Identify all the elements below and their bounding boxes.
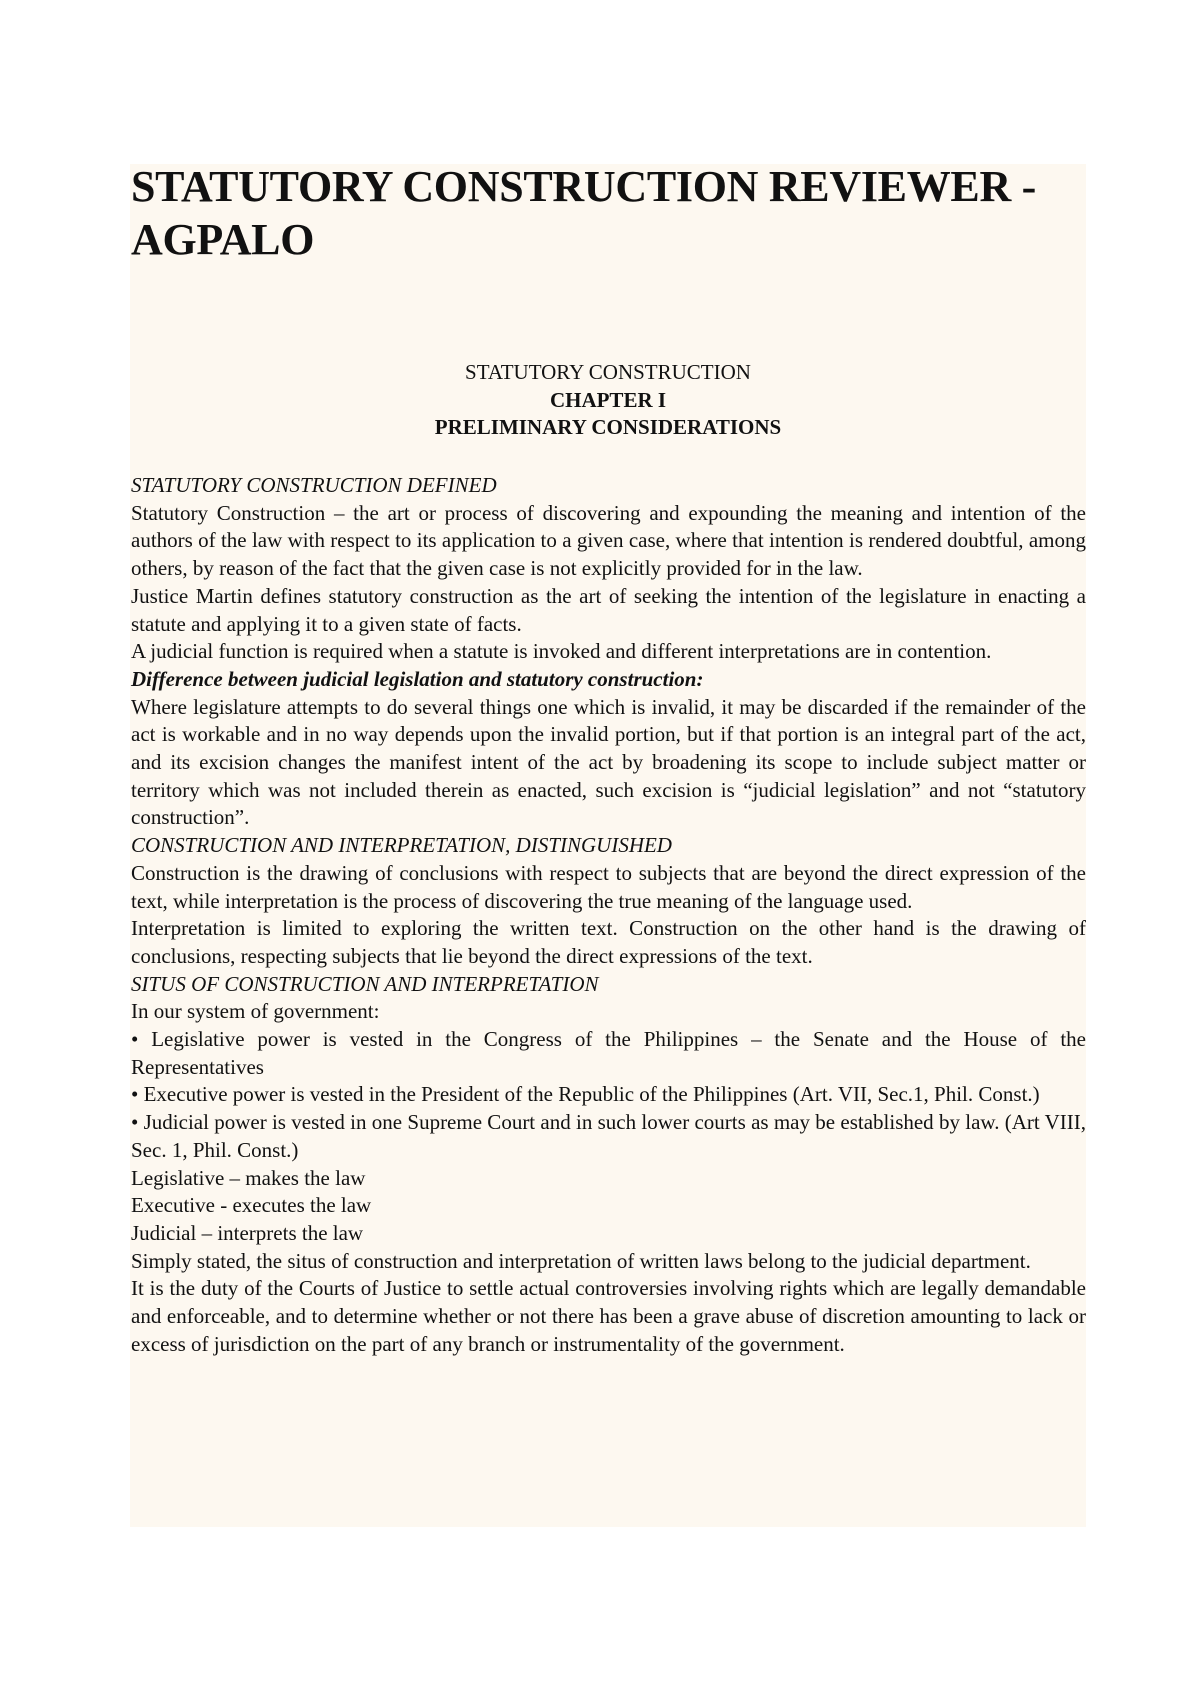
bullet-item: • Legislative power is vested in the Congress of the Philippines – the Senate and the House of the Representatives bbox=[131, 1027, 1086, 1079]
list-line: Legislative – makes the law bbox=[131, 1165, 366, 1190]
section-heading-distinguished: CONSTRUCTION AND INTERPRETATION, DISTINGUISHED bbox=[131, 833, 672, 858]
paragraph: A judicial function is required when a statute is invoked and different interpretations are in contention. bbox=[131, 639, 992, 664]
bullet-item: • Executive power is vested in the President of the Republic of the Philippines (Art. VII, Sec.1, Phil. Const.) bbox=[131, 1082, 1040, 1107]
chapter-title: PRELIMINARY CONSIDERATIONS bbox=[434, 415, 782, 439]
paragraph: It is the duty of the Courts of Justice to settle actual controversies involving rights which are legally demandable and enforceable, and to determine whether or not there has been a grave abuse of discretion amounting to lack or excess of jurisdiction on the part of any branch or instrumentality of the government. bbox=[131, 1276, 1086, 1356]
paragraph: Simply stated, the situs of construction and interpretation of written laws belong to the judicial department. bbox=[131, 1248, 1031, 1273]
paragraph: Interpretation is limited to exploring the written text. Construction on the other hand is the drawing of conclusions, respecting subjects that lie beyond the direct expressions of the text. bbox=[131, 916, 1086, 968]
paragraph: Construction is the drawing of conclusions with respect to subjects that are beyond the direct expression of the text, while interpretation is the process of discovering the true meaning of the language used. bbox=[131, 860, 1086, 913]
paragraph: Statutory Construction – the art or process of discovering and expounding the meaning and intention of the authors of the law with respect to its application to a given case, where that intention is rendered doubtful, among others, by reason of the fact that the given case is not explicitly provided for in the law. bbox=[131, 500, 1086, 581]
list-line: Executive - executes the law bbox=[131, 1193, 372, 1218]
section-heading-difference: Difference between judicial legislation and statutory construction: bbox=[131, 666, 704, 691]
list-line: Judicial – interprets the law bbox=[131, 1220, 364, 1245]
paragraph: Justice Martin defines statutory construction as the art of seeking the intention of the legislature in enacting a statute and applying it to a given state of facts. bbox=[131, 583, 1086, 636]
paragraph: Where legislature attempts to do several things one which is invalid, it may be discarded if the remainder of the act is workable and in no way depends upon the invalid portion, but if that portion is an integral part of the act, and its excision changes the manifest intent of the act by broadening its scope to include subject matter or territory which was not included therein as enacted, such excision is “judicial legislation” and not “statutory construction”. bbox=[131, 694, 1086, 830]
bullet-item: • Judicial power is vested in one Supreme Court and in such lower courts as may be established by law. (Art VIII, Sec. 1, Phil. Const.) bbox=[131, 1110, 1086, 1162]
paragraph: In our system of government: bbox=[131, 999, 380, 1024]
chapter-number: CHAPTER I bbox=[549, 388, 667, 412]
document-body bbox=[131, 472, 1086, 1359]
document-title: STATUTORY CONSTRUCTION REVIEWER -AGPALO bbox=[131, 162, 1036, 264]
section-heading-situs: SITUS OF CONSTRUCTION AND INTERPRETATION bbox=[131, 971, 599, 996]
subheading: STATUTORY CONSTRUCTION bbox=[465, 360, 751, 384]
section-heading-defined: STATUTORY CONSTRUCTION DEFINED bbox=[131, 473, 497, 497]
